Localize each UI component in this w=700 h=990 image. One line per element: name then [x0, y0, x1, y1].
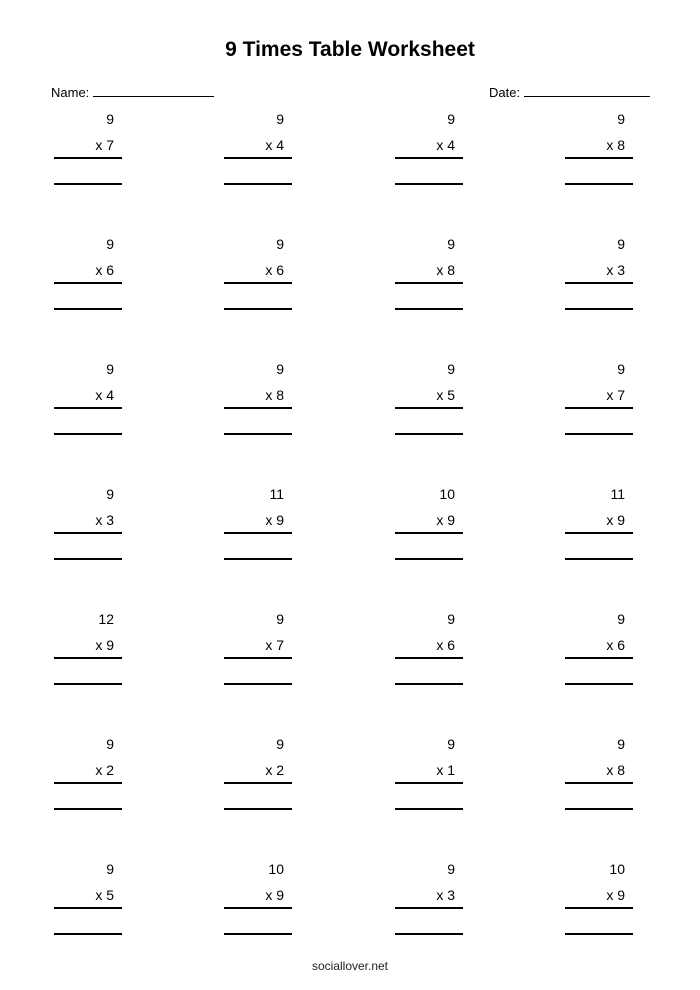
multiplicand: 9 [106, 861, 114, 877]
multiplier: x 9 [265, 887, 284, 903]
product-rule [54, 782, 122, 784]
multiplicand: 9 [617, 111, 625, 127]
product-rule [395, 657, 463, 659]
multiplicand: 9 [447, 611, 455, 627]
multiplicand: 12 [98, 611, 114, 627]
multiplier: x 8 [436, 262, 455, 278]
product-rule [224, 282, 292, 284]
multiplier: x 4 [265, 137, 284, 153]
multiplicand: 9 [447, 236, 455, 252]
multiplicand: 9 [106, 361, 114, 377]
problem-item [395, 735, 463, 815]
answer-line[interactable] [565, 933, 633, 935]
answer-line[interactable] [54, 683, 122, 685]
product-rule [565, 157, 633, 159]
multiplicand: 9 [106, 736, 114, 752]
multiplicand: 9 [106, 236, 114, 252]
multiplier: x 7 [95, 137, 114, 153]
problem-item [224, 110, 292, 190]
answer-line[interactable] [565, 183, 633, 185]
problem-item [395, 235, 463, 315]
problem-item [54, 360, 122, 440]
product-rule [565, 282, 633, 284]
multiplicand: 10 [609, 861, 625, 877]
product-rule [395, 782, 463, 784]
answer-line[interactable] [224, 933, 292, 935]
product-rule [54, 907, 122, 909]
multiplicand: 9 [447, 861, 455, 877]
problem-item [224, 735, 292, 815]
answer-line[interactable] [224, 683, 292, 685]
multiplicand: 9 [617, 736, 625, 752]
multiplier: x 2 [95, 762, 114, 778]
problem-item [565, 610, 633, 690]
product-rule [224, 532, 292, 534]
product-rule [565, 782, 633, 784]
answer-line[interactable] [54, 558, 122, 560]
multiplicand: 9 [276, 611, 284, 627]
answer-line[interactable] [565, 808, 633, 810]
problem-item [224, 235, 292, 315]
multiplicand: 10 [439, 486, 455, 502]
answer-line[interactable] [565, 558, 633, 560]
multiplier: x 9 [436, 512, 455, 528]
answer-line[interactable] [395, 808, 463, 810]
multiplier: x 6 [265, 262, 284, 278]
product-rule [224, 407, 292, 409]
multiplier: x 9 [606, 512, 625, 528]
product-rule [54, 282, 122, 284]
multiplier: x 7 [606, 387, 625, 403]
multiplier: x 3 [606, 262, 625, 278]
multiplicand: 9 [276, 236, 284, 252]
product-rule [54, 407, 122, 409]
answer-line[interactable] [395, 433, 463, 435]
problem-item [54, 235, 122, 315]
multiplicand: 10 [268, 861, 284, 877]
answer-line[interactable] [54, 808, 122, 810]
problem-item [224, 360, 292, 440]
multiplier: x 7 [265, 637, 284, 653]
problem-item [224, 485, 292, 565]
problem-item [54, 860, 122, 940]
product-rule [395, 532, 463, 534]
multiplier: x 6 [436, 637, 455, 653]
answer-line[interactable] [54, 183, 122, 185]
problem-item [395, 860, 463, 940]
answer-line[interactable] [224, 808, 292, 810]
answer-line[interactable] [224, 558, 292, 560]
problem-item [54, 110, 122, 190]
multiplicand: 9 [276, 111, 284, 127]
multiplicand: 9 [447, 361, 455, 377]
multiplier: x 3 [436, 887, 455, 903]
multiplier: x 4 [95, 387, 114, 403]
answer-line[interactable] [224, 183, 292, 185]
multiplier: x 4 [436, 137, 455, 153]
multiplier: x 8 [606, 762, 625, 778]
multiplicand: 9 [276, 361, 284, 377]
product-rule [224, 657, 292, 659]
problem-item [54, 485, 122, 565]
answer-line[interactable] [395, 683, 463, 685]
product-rule [54, 157, 122, 159]
problem-item [395, 485, 463, 565]
product-rule [54, 532, 122, 534]
answer-line[interactable] [224, 308, 292, 310]
multiplier: x 9 [95, 637, 114, 653]
product-rule [565, 407, 633, 409]
answer-line[interactable] [395, 308, 463, 310]
problem-item [565, 485, 633, 565]
answer-line[interactable] [395, 933, 463, 935]
product-rule [395, 407, 463, 409]
multiplicand: 9 [106, 111, 114, 127]
product-rule [395, 907, 463, 909]
multiplier: x 9 [606, 887, 625, 903]
problem-item [565, 235, 633, 315]
problem-item [54, 735, 122, 815]
problem-item [565, 860, 633, 940]
multiplier: x 6 [95, 262, 114, 278]
worksheet-title: 9 Times Table Worksheet [225, 38, 475, 61]
multiplicand: 9 [447, 736, 455, 752]
product-rule [224, 782, 292, 784]
product-rule [565, 657, 633, 659]
multiplicand: 11 [269, 486, 284, 502]
answer-line[interactable] [395, 183, 463, 185]
multiplier: x 6 [606, 637, 625, 653]
problem-item [395, 110, 463, 190]
multiplier: x 3 [95, 512, 114, 528]
answer-line[interactable] [54, 933, 122, 935]
answer-line[interactable] [565, 683, 633, 685]
multiplier: x 1 [436, 762, 455, 778]
answer-line[interactable] [565, 433, 633, 435]
multiplicand: 9 [276, 736, 284, 752]
problem-item [565, 360, 633, 440]
multiplier: x 9 [265, 512, 284, 528]
answer-line[interactable] [224, 433, 292, 435]
problem-item [224, 610, 292, 690]
multiplicand: 9 [447, 111, 455, 127]
multiplicand: 9 [106, 486, 114, 502]
multiplicand: 9 [617, 361, 625, 377]
multiplier: x 2 [265, 762, 284, 778]
multiplier: x 8 [265, 387, 284, 403]
product-rule [395, 157, 463, 159]
name-label: Name: [51, 85, 90, 100]
problem-item [565, 110, 633, 190]
answer-line[interactable] [565, 308, 633, 310]
product-rule [224, 907, 292, 909]
product-rule [565, 907, 633, 909]
multiplier: x 5 [436, 387, 455, 403]
multiplicand: 11 [610, 486, 625, 502]
problem-item [395, 610, 463, 690]
multiplicand: 9 [617, 236, 625, 252]
product-rule [224, 157, 292, 159]
footer-website: sociallover.net [311, 959, 389, 973]
multiplier: x 5 [95, 887, 114, 903]
answer-line[interactable] [54, 433, 122, 435]
answer-line[interactable] [54, 308, 122, 310]
answer-line[interactable] [395, 558, 463, 560]
multiplicand: 9 [617, 611, 625, 627]
product-rule [395, 282, 463, 284]
problem-item [565, 735, 633, 815]
problem-item [54, 610, 122, 690]
problem-item [224, 860, 292, 940]
problem-item [395, 360, 463, 440]
product-rule [54, 657, 122, 659]
date-label: Date: [489, 85, 521, 100]
product-rule [565, 532, 633, 534]
multiplier: x 8 [606, 137, 625, 153]
